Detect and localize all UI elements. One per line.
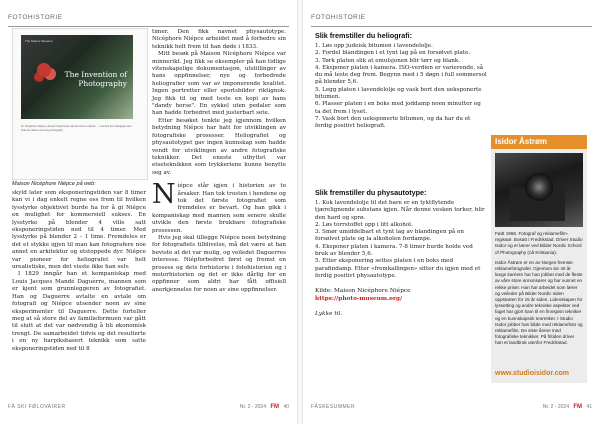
- closing-text: Lykke til.: [315, 311, 343, 318]
- step-item: 3. Smør umiddelbart et tynt lag av blandingen på en forsølvet plate og la alkoholen fordampe.: [315, 229, 464, 243]
- footer-magazine: FÅ SKI FØLOVAIRER: [8, 404, 66, 410]
- instructions-column: [315, 31, 487, 131]
- paragraph: timer. Den fikk navnet physautotype. Nicéphore Niépce arbeidet med å forbedre sin teknikk helt frem til han døde i 1833.: [152, 29, 286, 50]
- sidebar-paragraph: Født 1966. Fotograf og reklamefilm-regissør. Bosatt i Fredrikstad. Driver Studio Isidor og er lærer ved Bilder Nordic School of Photography (nå Kristiania).: [495, 231, 583, 255]
- left-page: [0, 0, 298, 424]
- paragraph: Hvis jeg skal tillegge Niépce noen betydning for fotografiets tilblivelse, må det være at han beviste at det var mulig, og veiledet Daguerres interesse. Niépforbedret først og fremst en prosess og dets forhistorie i fotohistorien og i motorhistorien og det er ikke dårlig for en oppfinner som aldri har fått offisiell anerkjennelse for noen av sine oppfinnelser.: [152, 234, 286, 293]
- flower-shape: [37, 63, 51, 77]
- drop-cap: N: [152, 179, 176, 211]
- steps-heliografi: [315, 43, 487, 131]
- step-item: 5. Etter eksponering settes platen i en boks med parafindamp. Etter «fremkallingen» sitter du igjen med et ferdig positivt physautotype.: [315, 258, 481, 279]
- page-number: 40: [283, 404, 289, 410]
- heading-physautotype: Slik fremstiller du physautotype:: [315, 188, 427, 197]
- steps-physautotype: [315, 200, 487, 280]
- sidebar-title: Isidor Åstrøm: [491, 135, 587, 149]
- museum-website-photo: [12, 28, 148, 180]
- source-block: [315, 288, 487, 319]
- magazine-logo: FM: [573, 404, 583, 410]
- paragraph: Etter besøket tenkte jeg igjennom hvilken betydning Niépce har hatt for utviklingen av fotografiske prosesser. Heliografiet og physautotypet gav ingen kunnskap som hadde vendt for utviklingen av andre fotografiske teknikker. Det eneste utbyttet var etseteknikken som trykkeriene kunne benytte seg av.: [152, 117, 286, 176]
- photo-body-text: Dr. Nicéphore Niépce (Joseph Nicéphore) was the first to capture ... invented the heliograph and took the oldest surviving photograph.: [21, 125, 132, 132]
- photo-hero-title: The Invention of Photography: [64, 70, 127, 88]
- sidebar-website-link[interactable]: www.studioisidor.com: [495, 370, 570, 377]
- physautotype-column: [315, 188, 487, 319]
- step-item: 1. Kok lavendelolje til det bare er en tyktflytende tjærelignende substans igjen. Når denne vesken torker, blir den hard og sprø.: [315, 200, 485, 221]
- paragraph: skyld later som eksponeringstiden var 8 timer kan vi i dag enkelt regne oss frem til hvilken lysstyrke objektivet burde ha for å gi Niépce en mulighet for kommersiell sukses. En lysstyrke på blender 4 ville satt eksponeringstiden ned til 4 timer. Med lysstyrke på blender 2 – 1 time. Fremdeles er det et stykke igjen til man kan fotografere noe annet en arkitektur og utstoppede dyr. Niépce var pioneer for heliografet var helt urealistiske, men det visste ikke han selv.: [12, 190, 146, 271]
- author-sidebar: [491, 135, 587, 383]
- section-label: FOTOHISTORIE: [8, 14, 63, 21]
- step-item: 2. Løs torrstoffet opp i litt alkohol.: [315, 221, 413, 228]
- footer-magazine: FÅSKESUMMER: [311, 404, 356, 410]
- step-item: 7. Vask bort den ueksponerte bitumen, og da har du et ferdig positivt heliografi.: [315, 115, 471, 130]
- page-number: 41: [586, 404, 592, 410]
- step-item: 2. Fordel blandingen i et tynt lag på en forsølvet plate.: [315, 50, 471, 57]
- magazine-logo: FM: [270, 404, 280, 410]
- step-item: 5. Legg platen i lavendelolje og vask bort den ueksponerte bitumen.: [315, 86, 482, 101]
- camera-lens-shape: [525, 173, 553, 201]
- step-item: 4. Eksponer platen i kamera. 7-8 timer burde holde ved bruk av blender 5,6.: [315, 243, 473, 258]
- sidebar-bio: [495, 231, 583, 351]
- sidebar-paragraph: Isidor Åstrøm er en av Norges fremste reklamefotografer. Gjennom sin 40 år lange karriere har han jobbet med de fleste av våre store annonsører og har vunnet en rekke priser. Han har arbeidet som lærer og veileder på Bilder Nordic siden oppstarten for 15 år siden. Lidenskapen for lyssetting og andre tekniske aspekter ved faget har gjort ham til en finnspisn tekniker og en kunnskapsrik teoretiker. I Studio Isidor jobber han både med reklamefoto og reklamefilm. De siste årene med fotografiske teknikker. På fritiden driver han et landbruk utenfor Fredrikstad.: [495, 259, 583, 346]
- footer-right: [240, 404, 289, 410]
- source-label: Kilde: Maison Nicéphore Niépce: [315, 288, 411, 295]
- photo-mini-header: The Niépce Museum: [25, 39, 53, 43]
- step-item: 1. Løs opp judeisk bitumen i lavendelolje.: [315, 43, 433, 49]
- paragraph: I 1829 inngår han et kompaniskap med Louis Jacques Mandé Daguerre, mannen som er kjent som grunnleggeren av fotografiet. Han og Daguerre avtalte en avtale om fotografi og Niépce utsender noen av sine eksperimenter til Daguerre. Dette forteller meg at så store del av familieformuen var gått til slutt at det var nødvendig å bli økonomisk trengt. De samarbeidet tidvis og det resulterte i en ny harpiksbasert teknikk som satte eksponeringstiden ned til 8: [12, 271, 146, 352]
- photo-hero: [21, 35, 133, 119]
- dropcap-paragraph: Niépce står igjen i historien av to årsaker. Han tok trosten i hendene og tok det første fotografiet som fremdeles er bevart. Og han gikk i kompaniskap med mannen som senere skulle utvikle den første brukbare fotografiske prosessen.: [152, 179, 286, 234]
- step-item: 3. Tørk platen slik at emulsjonen blir tørr og blank.: [315, 57, 461, 64]
- source-link[interactable]: https://photo-museum.org/: [315, 295, 403, 302]
- photo-caption: Maison Nicéphore Niépce på web:: [12, 181, 96, 187]
- heading-heliografi: Slik fremstiller du heliografi:: [315, 31, 413, 40]
- step-item: 6. Plasser platen i en boks med joddamp noen minutter og ta det frem i lyset.: [315, 101, 481, 115]
- footer-right: [543, 404, 592, 410]
- section-header: [311, 12, 592, 27]
- footer-issue: Nr. 2 - 2024: [239, 404, 266, 410]
- paragraph: Mitt besøk på Maison Nicéphore Niépce var minnerikt. Jeg fikk se eksempler på han tidlige vitenskapelige dokumentasjon, utstillinger av hans oppfinnelser, nye og forbedrede heliografier som var av imponerende kvalitet. Ingen portretter eller sportsbilder riktignok. Jeg fikk til og med teste en kopi av hans "dandy horse". En sykkel uten pedaler som han hadde forbedret med justerbart sete.: [152, 51, 286, 117]
- footer-issue: Nr. 2 - 2024: [542, 404, 569, 410]
- page-footer: [311, 402, 592, 414]
- section-label: FOTOHISTORIE: [311, 14, 366, 21]
- author-photo: [495, 153, 583, 227]
- left-column: [12, 190, 146, 353]
- right-column: [152, 29, 286, 294]
- right-page: [303, 0, 600, 424]
- page-footer: [8, 402, 289, 414]
- section-header: [8, 12, 289, 27]
- step-item: 4. Eksponer platen i kamera. ISO-verdien er varierende, så du må teste deg frem. Begynn med i 5 døgn i full sommersol på blender 5,6.: [315, 64, 487, 86]
